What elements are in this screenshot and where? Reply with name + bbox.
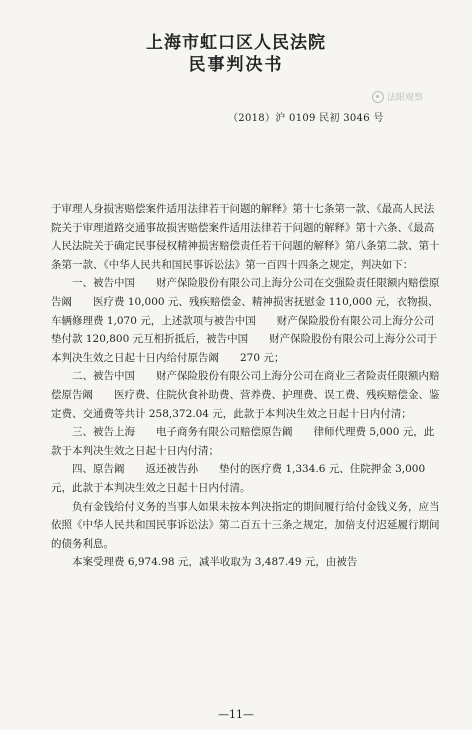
watermark [372,90,423,103]
paragraph-1: 一、被告中国 财产保险股份有限公司上海分公司在交强险责任限额内赔偿原告阚 医疗费 10,000 元、残疾赔偿金、精神损害抚慰金 110,000 元，衣物损、车辆修理费 1,070 元，上述款项与被告中国 财产保险股份有限公司上海分公司垫付款 120,800 元互相折抵后，被告中国 财产保险股份有限公司上海分公司于本判决生效之日起十日内给付原告阚 270 元； [51,277,440,364]
paragraph-3: 三、被告上海 电子商务有限公司赔偿原告阚 律师代理费 5,000 元，此款于本判决生效之日起十日内付清； [51,426,435,457]
paragraph-6: 本案受理费 6,974.98 元，减半收取为 3,487.49 元，由被告 [72,556,358,569]
paragraph-0: 于审理人身损害赔偿案件适用法律若干问题的解释》第十七条第一款、《最高人民法院关于审理道路交通事故损害赔偿案件适用法律若干问题的解释》第十六条、《最高人民法院关于确定民事侵权精神损害赔偿责任若干问题的解释》第八条第二款、第十条第一款、《中华人民共和国民事诉讼法》第一百四十四条之规定，判决如下： [51,203,440,271]
paragraph-4: 四、原告阚 返还被告孙 垫付的医疗费 1,334.6 元、住院押金 3,000 元，此款于本判决生效之日起十日内付清。 [51,463,426,494]
watermark-text: 法眼观察 [387,93,424,103]
wechat-channel-icon [372,91,384,103]
case-number: （2018）沪 0109 民初 3046 号 [228,113,384,124]
paragraph-2: 二、被告中国 财产保险股份有限公司上海分公司在商业三者险责任限额内赔偿原告阚 医疗费、住院伙食补助费、营养费、护理费、误工费、残疾赔偿金、鉴定费、交通费等共计 258,372.04 元，此款于本判决生效之日起十日内付清； [51,370,440,420]
document-title: 民事判决书 [188,55,284,75]
court-name: 上海市虹口区人民法院 [146,33,326,53]
judgment-body [51,200,441,572]
paragraph-5: 负有金钱给付义务的当事人如果未按本判决指定的期间履行给付金钱义务，应当依照《中华人民共和国民事诉讼法》第二百五十三条之规定，加倍支付迟延履行期间的债务利息。 [51,500,440,550]
page-number: —11— [218,708,254,721]
